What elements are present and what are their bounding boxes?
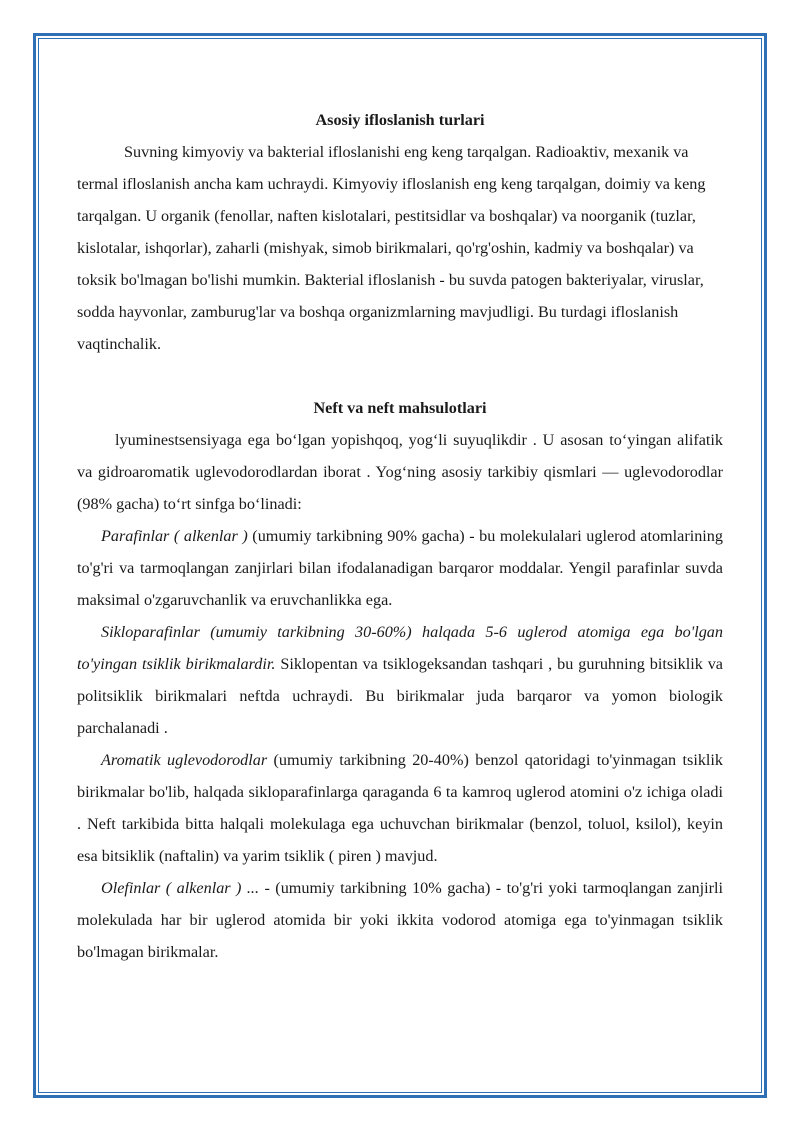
olefins-text: - (umumiy tarkibning 10% gacha) - to'g'ri yoki tarmoqlangan zanjirli molekulada har bir uglerod atomida bir yoki ikkita vodorod atomiga ega to'yinmagan tsiklik bo'lmagan birikmalar. <box>77 879 723 961</box>
cycloparaffins-term: Sikloparafinlar (umumiy tarkibning 30-60%) halqada 5-6 uglerod atomiga ega bo'lgan to'yingan tsiklik birikmalardir. <box>77 623 723 673</box>
cycloparaffins-paragraph <box>77 616 723 744</box>
section-heading-pollution-types: Asosiy ifloslanish turlari <box>315 111 485 129</box>
cycloparaffins-text: Siklopentan va tsiklogeksandan tashqari , bu guruhning bitsiklik va politsiklik birikmalari neftda uchraydi. Bu birikmalar juda barqaror va yomon biologik parchalanadi . <box>77 655 723 737</box>
pollution-types-paragraph: Suvning kimyoviy va bakterial ifloslanishi eng keng tarqalgan. Radioaktiv, mexanik va termal ifloslanish ancha kam uchraydi. Kimyoviy ifloslanish eng keng tarqalgan, doimiy va keng tarqalgan. U organik (fenollar, naften kislotalari, pestitsidlar va boshqalar) va noorganik (tuzlar, kislotalar, ishqorlar), zaharli (mishyak, simob birikmalari, qo'rg'oshin, kadmiy va boshqalar) va toksik bo'lmagan bo'lishi mumkin. Bakterial ifloslanish - bu suvda patogen bakteriyalar, viruslar, sodda hayvonlar, zamburug'lar va boshqa organizmlarning mavjudligi. Bu turdagi ifloslanish vaqtinchalik. <box>77 143 706 353</box>
olefins-term: Olefinlar ( alkenlar ) ... <box>101 879 260 897</box>
paraffins-paragraph <box>77 520 723 616</box>
oil-intro-paragraph: lyuminestsensiyaga ega bo‘lgan yopishqoq, yog‘li suyuqlikdir . U asosan to‘yingan alifatik va gidroaromatik uglevodorodlardan iborat . Yog‘ning asosiy tarkibiy qismlari — uglevodorodlar (98% gacha) to‘rt sinfga bo‘linadi: <box>77 431 723 513</box>
document-body <box>77 104 723 968</box>
section-spacer <box>77 360 723 392</box>
paraffins-text: (umumiy tarkibning 90% gacha) - bu molekulalari uglerod atomlarining to'g'ri va tarmoqlangan zanjirlari bilan ifodalanadigan barqaror moddalar. Yengil parafinlar suvda maksimal o'zgaruvchanlik va eruvchanlikka ega. <box>77 527 723 609</box>
paraffins-term: Parafinlar ( alkenlar ) <box>101 527 248 545</box>
section-heading-oil-products: Neft va neft mahsulotlari <box>313 399 487 417</box>
aromatics-paragraph <box>77 744 723 872</box>
olefins-paragraph <box>77 872 723 968</box>
aromatics-text: (umumiy tarkibning 20-40%) benzol qatoridagi to'yinmagan tsiklik birikmalar bo'lib, halqada sikloparafinlarga qaraganda 6 ta kamroq uglerod atomini o'z ichiga oladi . Neft tarkibida bitta halqali molekulaga ega uchuvchan birikmalar (benzol, toluol, ksilol), keyin esa bitsiklik (naftalin) va yarim tsiklik ( piren ) mavjud. <box>77 751 723 865</box>
aromatics-term: Aromatik uglevodorodlar <box>101 751 268 769</box>
